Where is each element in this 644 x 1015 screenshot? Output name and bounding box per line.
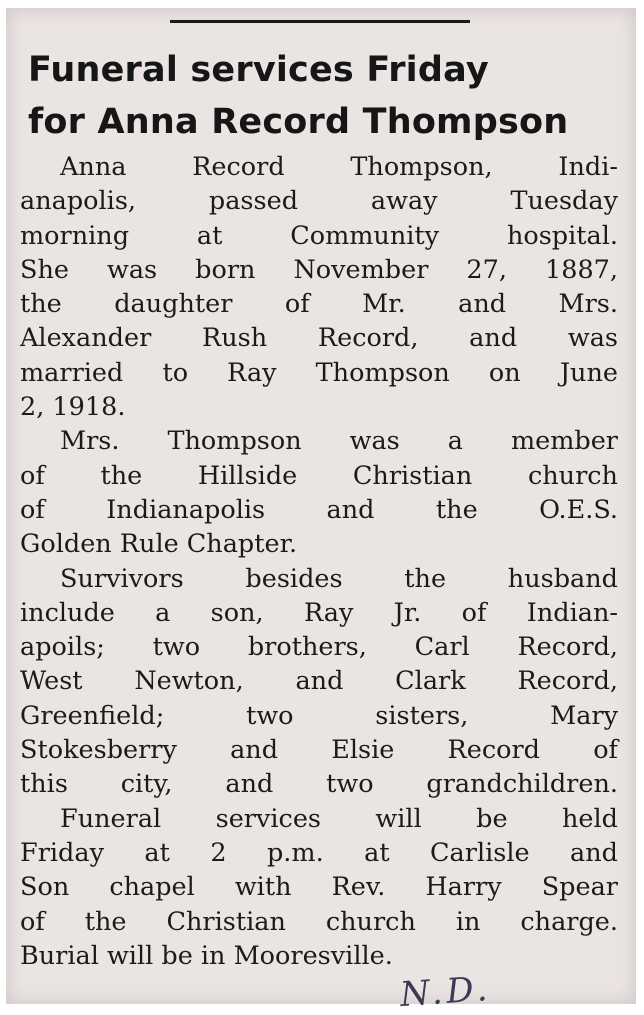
- body-line: anapolis, passed away Tuesday: [20, 186, 618, 217]
- body-line: of Indianapolis and the O.E.S.: [20, 494, 618, 525]
- body-line: Greenfield; two sisters, Mary: [20, 700, 618, 731]
- body-line: married to Ray Thompson on June: [20, 357, 618, 388]
- top-rule-divider: [170, 20, 470, 23]
- body-line: the daughter of Mr. and Mrs.: [20, 289, 618, 320]
- body-line: Burial will be in Mooresville.: [20, 940, 393, 971]
- body-line: 2, 1918.: [20, 392, 126, 423]
- body-line: Anna Record Thompson, Indi-: [60, 152, 618, 182]
- body-line: Mrs. Thompson was a member: [60, 426, 618, 457]
- body-line: Alexander Rush Record, and was: [20, 323, 618, 354]
- handwritten-note: N.D.: [398, 968, 493, 1015]
- body-line: this city, and two grandchildren.: [20, 769, 618, 800]
- body-line: Stokesberry and Elsie Record of: [20, 735, 618, 766]
- body-line: morning at Community hospital.: [20, 220, 618, 251]
- obituary-body: [20, 150, 618, 973]
- headline-line-2: for Anna Record Thompson: [28, 102, 569, 142]
- body-line: She was born November 27, 1887,: [20, 254, 618, 285]
- body-line: Son chapel with Rev. Harry Spear: [20, 872, 618, 903]
- body-line: Golden Rule Chapter.: [20, 529, 298, 560]
- body-line: Funeral services will be held: [60, 803, 618, 834]
- body-line: of the Christian church in charge.: [20, 906, 618, 937]
- body-line: Friday at 2 p.m. at Carlisle and: [20, 837, 618, 868]
- body-line: include a son, Ray Jr. of Indian-: [20, 597, 618, 628]
- body-line: West Newton, and Clark Record,: [20, 666, 618, 697]
- body-line: of the Hillside Christian church: [20, 460, 618, 491]
- body-line: Survivors besides the husband: [60, 563, 618, 594]
- headline: [28, 44, 628, 148]
- body-line: apoils; two brothers, Carl Record,: [20, 632, 618, 663]
- headline-line-1: Funeral services Friday: [28, 50, 489, 90]
